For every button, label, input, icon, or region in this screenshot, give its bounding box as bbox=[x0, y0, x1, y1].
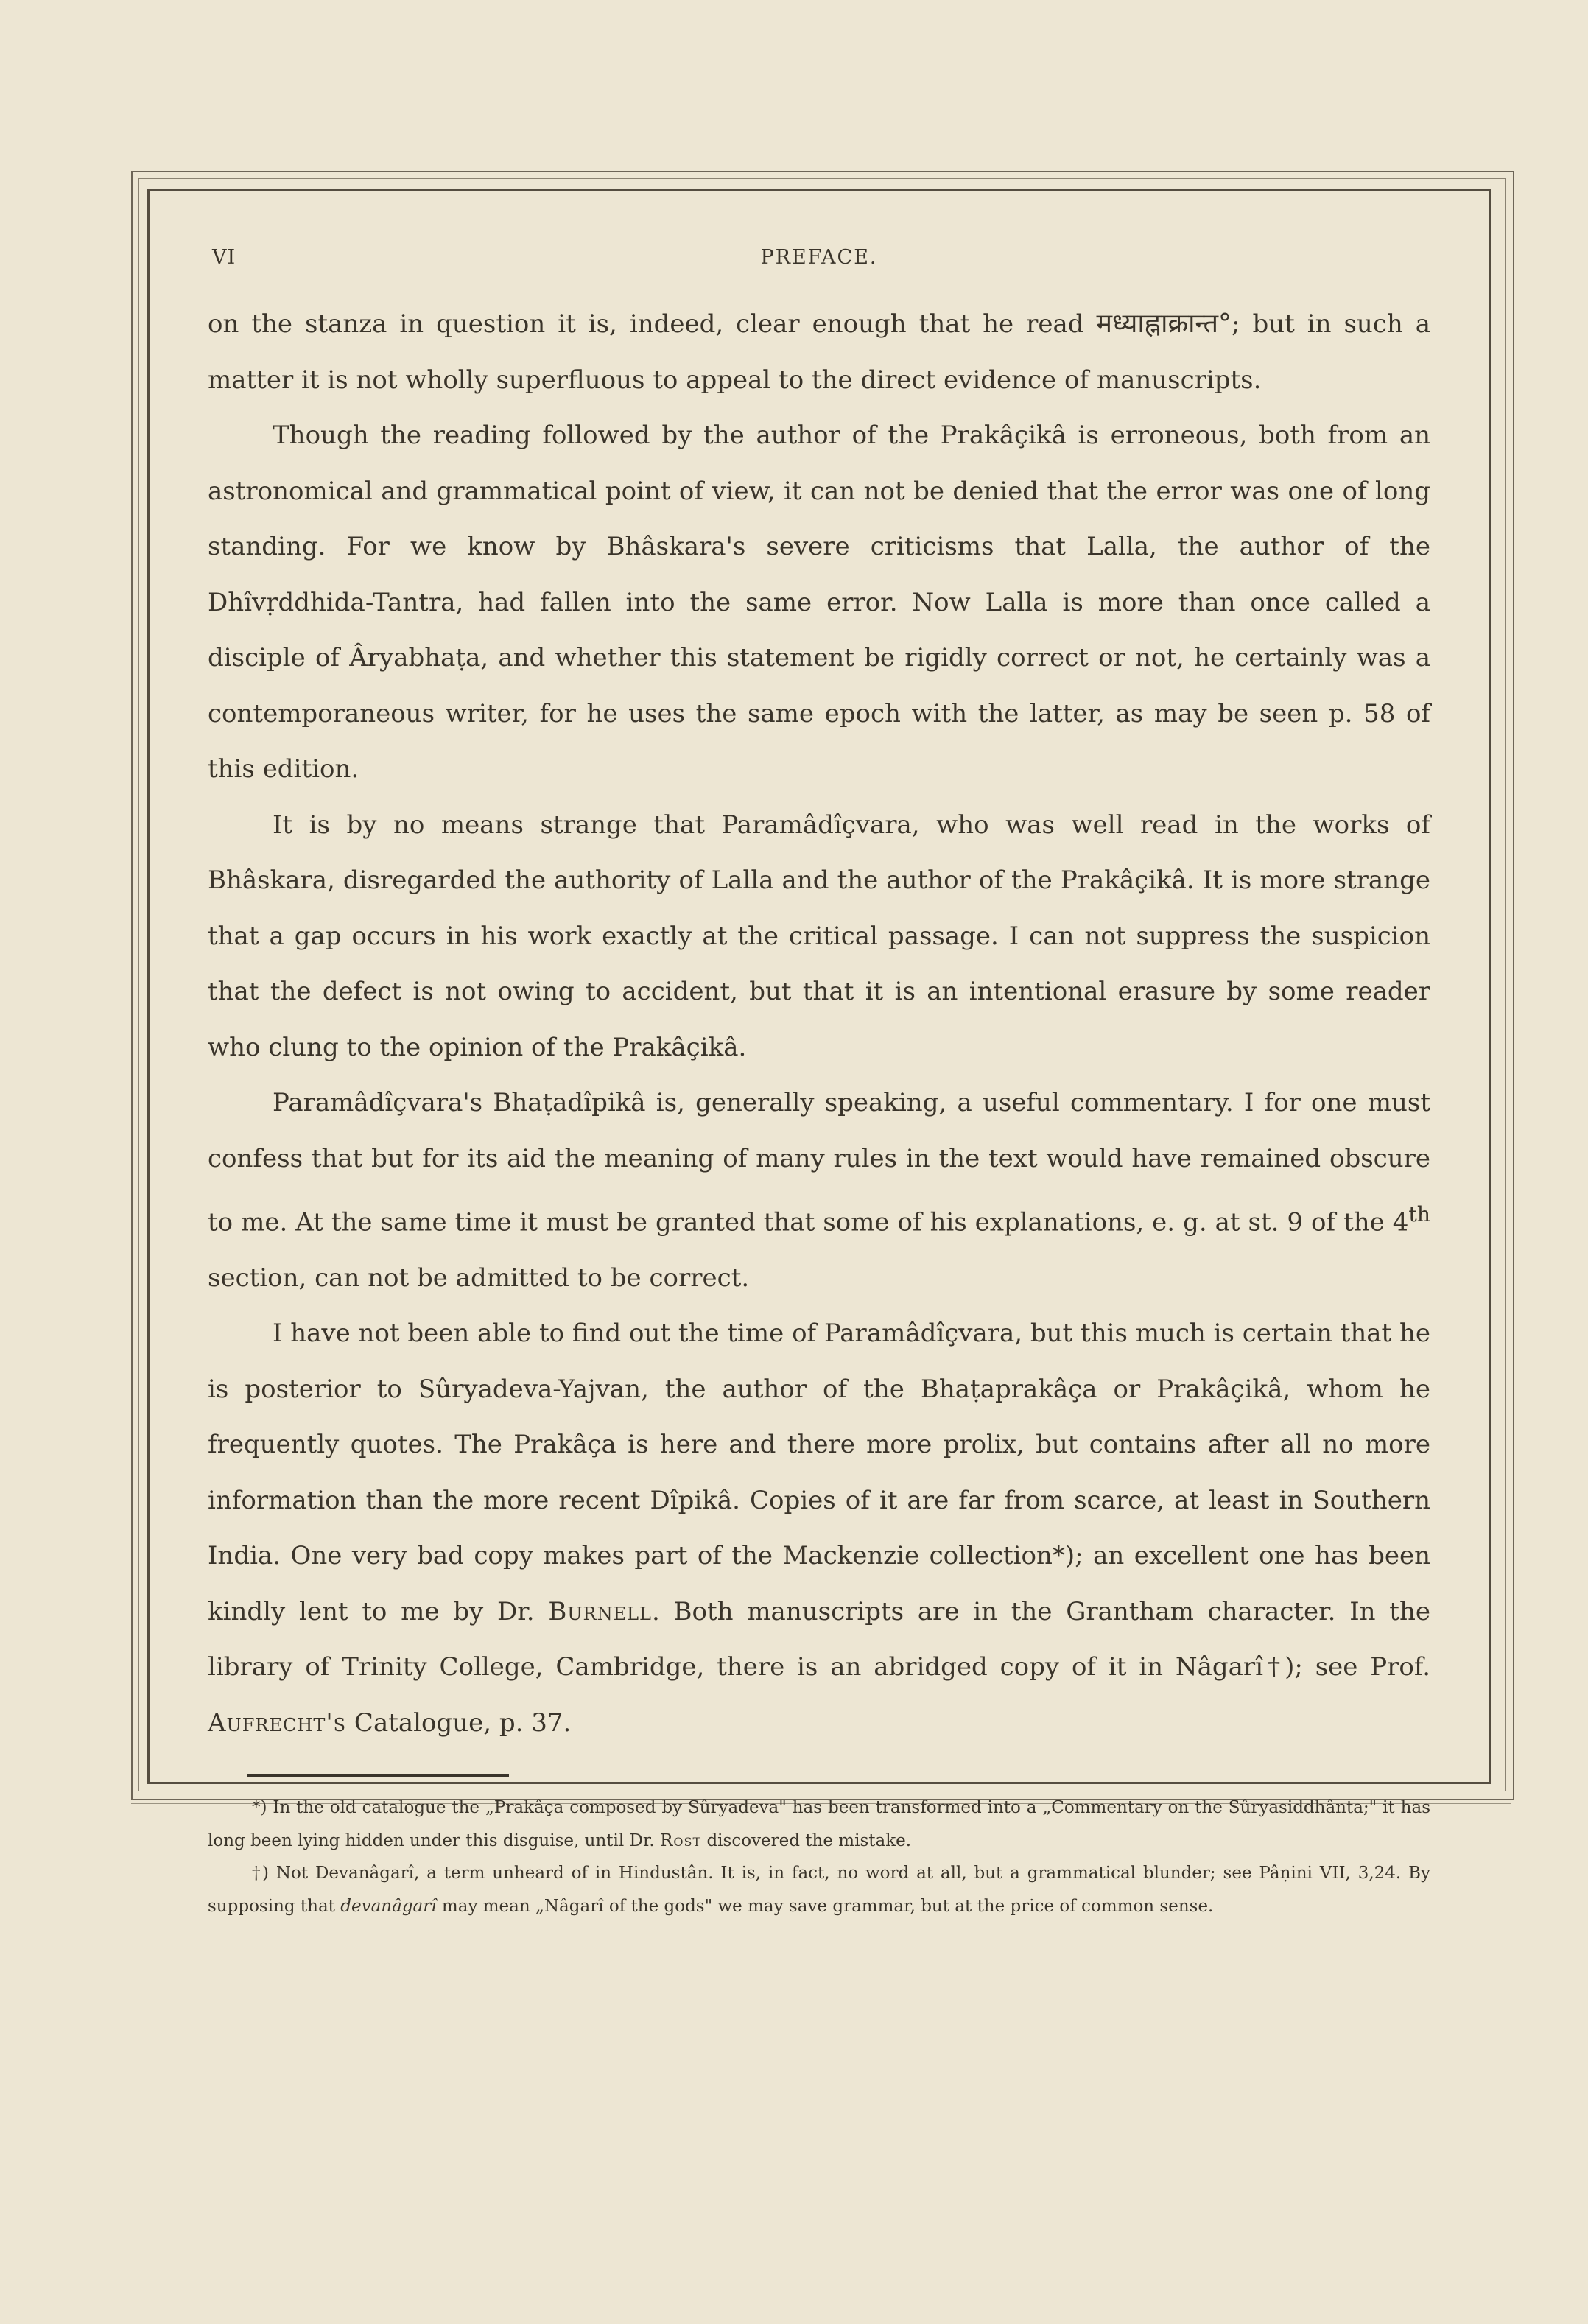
page-number: VI bbox=[212, 246, 236, 269]
superscript-th: th bbox=[1408, 1202, 1430, 1226]
name-rost: Rost bbox=[660, 1830, 702, 1850]
paragraph-2: Though the reading followed by the author of the Prakâçikâ is erroneous, both from an astronomical and grammatical point of view, it can not be denied that the error was one of long standing. For we know by Bhâskara's severe criticisms that Lalla, the author of the Dhîvṛddhida-Tantra, had fallen into the same error. Now Lalla is more than once called a disciple of Âryabhaṭa, and whether this statement be rigidly correct or not, he certainly was a contemporaneous writer, for he uses the same epoch with the latter, as may be seen p. 58 of this edition. bbox=[208, 421, 1430, 784]
paragraph-1: on the stanza in question it is, indeed, clear enough that he read मध्याह्नाक्रान्त°; but in such a matter it is not wholly superfluous to appeal to the direct evidence of manuscripts. bbox=[208, 309, 1430, 395]
page-content bbox=[208, 243, 1430, 1923]
footnote-2: †) Not Devanâgarî, a term unheard of in Hindustân. It is, in fact, no word at all, but a grammatical blunder; see Pâṇini VII, 3,24. By supposing that devanâgarî may mean „Nâgarî of the gods" we may save grammar, but at the price of common sense. bbox=[208, 1864, 1430, 1916]
footnote-mark-1: *) bbox=[1052, 1541, 1075, 1571]
paragraph-4: Paramâdîçvara's Bhaṭadîpikâ is, generally speaking, a useful commentary. I for one must confess that but for its aid the meaning of many rules in the text would have remained obscure to me. At the same time it must be granted that some of his explanations, e. g. at st. 9 of the 4th section, can not be admitted to be correct. bbox=[208, 1088, 1430, 1293]
footnote-1: *) In the old catalogue the „Prakâça composed by Sûryadeva" has been transformed into a „Commentary on the Sûryasiddhânta;" it has long been lying hidden under this disguise, until Dr. Rost discovered the mistake. bbox=[208, 1798, 1430, 1850]
italic-devanagari: devanâgarî bbox=[340, 1896, 437, 1916]
name-aufrecht: Aufrecht's bbox=[208, 1707, 347, 1738]
devanagari-word: मध्याह्नाक्रान्त° bbox=[1096, 309, 1232, 339]
footnotes bbox=[208, 1791, 1430, 1923]
paragraph-5: I have not been able to find out the time of Paramâdîçvara, but this much is certain that he is posterior to Sûryadeva-Yajvan, the author of the Bhaṭaprakâça or Prakâçikâ, whom he frequently quotes. The Prakâça is here and there more prolix, but contains after all no more information than the more recent Dîpikâ. Copies of it are far from scarce, at least in Southern India. One very bad copy makes part of the Mackenzie collection*); an excellent one has been kindly lent to me by Dr. Burnell. Both manuscripts are in the Grantham character. In the library of Trinity College, Cambridge, there is an abridged copy of it in Nâgarî†); see Prof. Aufrecht's Catalogue, p. 37. bbox=[208, 1319, 1431, 1738]
paragraph-3: It is by no means strange that Paramâdîçvara, who was well read in the works of Bhâskara, disregarded the authority of Lalla and the author of the Prakâçikâ. It is more strange that a gap occurs in his work exactly at the critical passage. I can not suppress the suspicion that the defect is not owing to accident, but that it is an intentional erasure by some reader who clung to the opinion of the Prakâçikâ. bbox=[208, 810, 1430, 1062]
footnote-rule bbox=[247, 1774, 509, 1777]
running-title: PREFACE. bbox=[760, 246, 878, 269]
page-header bbox=[208, 243, 1430, 280]
footnote-mark-2: †) bbox=[1263, 1652, 1295, 1682]
name-burnell: Burnell bbox=[548, 1596, 652, 1626]
body-text bbox=[208, 296, 1430, 1751]
